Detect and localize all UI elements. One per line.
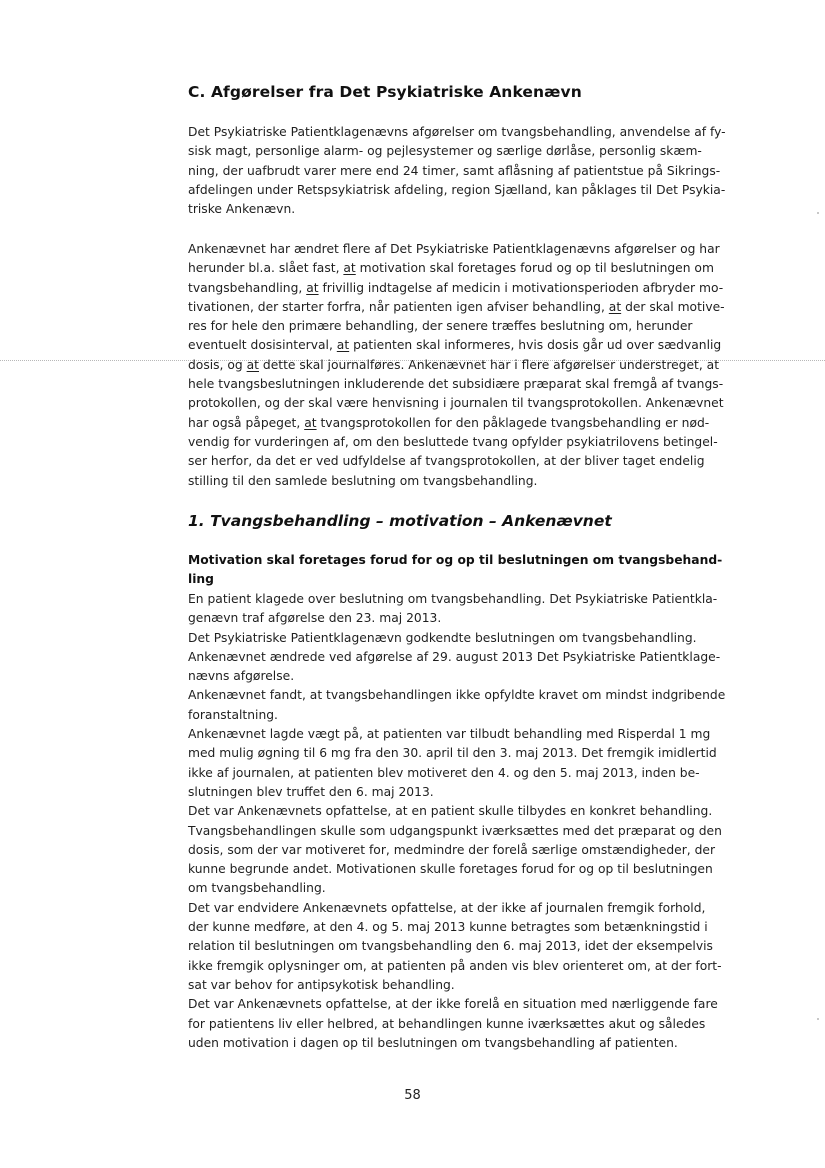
text-line: ling	[188, 572, 214, 587]
scan-edge-mark	[817, 212, 819, 214]
text-line: dosis, som der var motiveret for, medmindre der forelå særlige omstændigheder, der	[188, 842, 716, 857]
text-line: relation til beslutningen om tvangsbehandling den 6. maj 2013, idet der eksempelvis	[188, 939, 713, 954]
underlined-at: at	[246, 357, 259, 372]
text-line: kunne begrunde andet. Motivationen skulle foretages forud for og op til beslutningen	[188, 862, 713, 877]
text-line: tivationen, der starter forfra, når patienten igen afviser behandling, at der skal motive-	[188, 299, 725, 314]
underlined-at: at	[343, 261, 356, 276]
text-line: ser herfor, da det er ved udfyldelse af tvangsprotokollen, at der bliver taget endelig	[188, 454, 705, 469]
text-line: Det var Ankenævnets opfattelse, at en patient skulle tilbydes en konkret behandling.	[188, 804, 713, 819]
case-subheading	[188, 551, 748, 590]
text-line: der kunne medføre, at den 4. og 5. maj 2013 kunne betragtes som betænkningstid i	[188, 920, 708, 935]
text-line: res for hele den primære behandling, der senere træffes beslutning om, herunder	[188, 319, 693, 334]
text-line: ikke fremgik oplysninger om, at patienten på anden vis blev orienteret om, at der fort-	[188, 958, 722, 973]
subsection-heading: 1. Tvangsbehandling – motivation – Ankenævnet	[188, 512, 612, 530]
text-line: for patientens liv eller helbred, at behandlingen kunne iværksættes akut og således	[188, 1016, 706, 1031]
underlined-at: at	[306, 280, 319, 295]
text-line: En patient klagede over beslutning om tvangsbehandling. Det Psykiatriske Patientkla-	[188, 592, 718, 606]
text-line: Ankenævnet har ændret flere af Det Psykiatriske Patientklagenævns afgørelser og har	[188, 242, 720, 256]
underlined-at: at	[304, 415, 317, 430]
text-line: tvangsbehandling, at frivillig indtagelse af medicin i motivationsperioden afbryder mo-	[188, 280, 724, 295]
text-line: sat var behov for antipsykotisk behandling.	[188, 977, 455, 992]
text-line: Ankenævnet ændrede ved afgørelse af 29. august 2013 Det Psykiatriske Patientklage-	[188, 649, 721, 664]
intro-paragraph	[188, 123, 748, 219]
text-line: Det Psykiatriske Patientklagenævns afgørelser om tvangsbehandling, anvendelse af fy-	[188, 125, 726, 139]
text-line: nævns afgørelse.	[188, 669, 295, 684]
page-number: 58	[404, 1088, 421, 1103]
text-line: sisk magt, personlige alarm- og pejlesystemer og særlige dørlåse, personlig skæm-	[188, 144, 702, 159]
text-line: hele tvangsbeslutningen inkluderende det subsidiære præparat skal fremgå af tvangs-	[188, 377, 724, 392]
text-line: Det Psykiatriske Patientklagenævn godkendte beslutningen om tvangsbehandling.	[188, 630, 697, 645]
text-line: Motivation skal foretages forud for og op til beslutningen om tvangsbehand-	[188, 553, 723, 567]
text-line: om tvangsbehandling.	[188, 881, 326, 896]
text-line: protokollen, og der skal være henvisning i journalen til tvangsprotokollen. Ankenævnet	[188, 396, 724, 411]
scan-edge-mark	[817, 1018, 819, 1020]
underlined-at: at	[608, 299, 622, 314]
text-line: ning, der uafbrudt varer mere end 24 timer, samt aflåsning af patientstue på Sikrings-	[188, 163, 721, 178]
text-line: dosis, og at dette skal journalføres. Ankenævnet har i flere afgørelser understreget, at	[188, 357, 720, 372]
text-line: afdelingen under Retspsykiatrisk afdeling, region Sjælland, kan påklages til Det Psykia-	[188, 182, 726, 197]
text-line: vendig for vurderingen af, om den besluttede tvang opfylder psykiatrilovens betingel-	[188, 434, 718, 449]
text-line: genævn traf afgørelse den 23. maj 2013.	[188, 611, 442, 626]
text-line: stilling til den samlede beslutning om tvangsbehandling.	[188, 473, 538, 488]
text-line: ikke af journalen, at patienten blev motiveret den 4. og den 5. maj 2013, inden be-	[188, 765, 700, 780]
text-line: Det var endvidere Ankenævnets opfattelse, at der ikke af journalen fremgik forhold,	[188, 900, 706, 915]
ankenaevn-summary-paragraph	[188, 240, 748, 491]
text-line: Det var Ankenævnets opfattelse, at der ikke forelå en situation med nærliggende fare	[188, 997, 718, 1012]
text-line: herunder bl.a. slået fast, at motivation skal foretages forud og op til beslutningen om	[188, 261, 714, 276]
text-line: slutningen blev truffet den 6. maj 2013.	[188, 784, 434, 799]
underlined-at: at	[336, 338, 350, 353]
section-heading-c: C. Afgørelser fra Det Psykiatriske Ankenævn	[188, 83, 582, 101]
text-line: Ankenævnet lagde vægt på, at patienten var tilbudt behandling med Risperdal 1 mg	[188, 727, 711, 742]
text-line: triske Ankenævn.	[188, 202, 296, 217]
case-body	[188, 590, 748, 1053]
text-line: foranstaltning.	[188, 707, 278, 722]
text-line: med mulig øgning til 6 mg fra den 30. april til den 3. maj 2013. Det fremgik imidlertid	[188, 746, 717, 761]
text-line: eventuelt dosisinterval, at patienten skal informeres, hvis dosis går ud over sædvanlig	[188, 338, 722, 353]
text-line: uden motivation i dagen op til beslutningen om tvangsbehandling af patienten.	[188, 1035, 678, 1050]
text-line: Ankenævnet fandt, at tvangsbehandlingen ikke opfyldte kravet om mindst indgribende	[188, 688, 726, 703]
text-line: har også påpeget, at tvangsprotokollen for den påklagede tvangsbehandling er nød-	[188, 415, 710, 430]
text-line: Tvangsbehandlingen skulle som udgangspunkt iværksættes med det præparat og den	[188, 823, 722, 838]
